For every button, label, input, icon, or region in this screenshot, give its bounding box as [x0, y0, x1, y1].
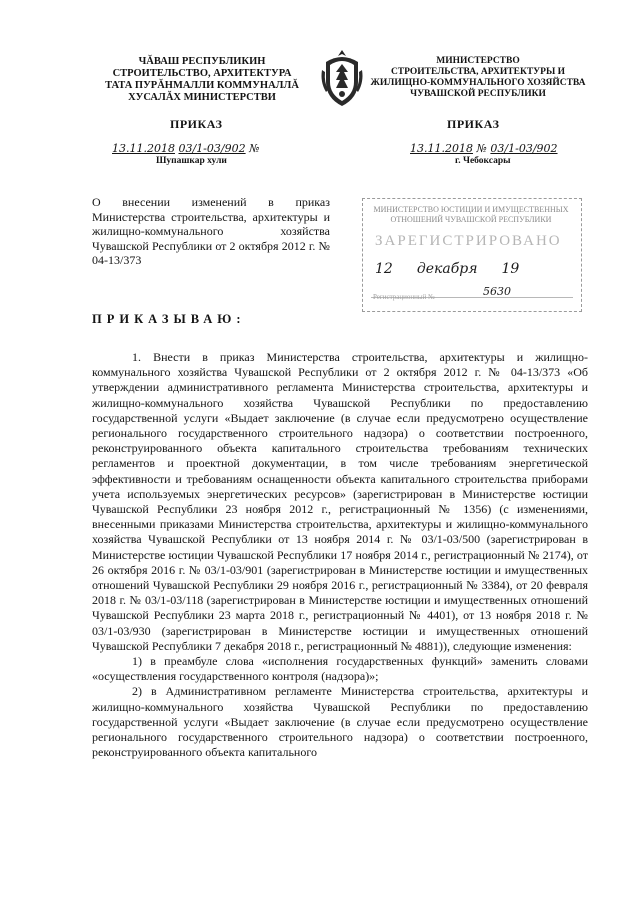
header-line: МИНИСТЕРСТВО — [436, 56, 520, 66]
order-number: 03/1-03/902 — [178, 142, 246, 155]
header-chuvash — [92, 56, 312, 104]
order-title-russian: ПРИКАЗ — [447, 117, 500, 131]
stamp-reg-number: 5630 — [483, 285, 511, 298]
order-date: 13.11.2018 — [410, 142, 473, 155]
stamp-reg-label: Регистрационный № — [373, 293, 435, 301]
stamp-year: 19 — [501, 261, 520, 277]
order-title-chuvash: ПРИКАЗ — [170, 117, 223, 131]
order-body — [92, 350, 588, 760]
stamp-header-line: ОТНОШЕНИЙ ЧУВАШСКОЙ РЕСПУБЛИКИ — [390, 215, 552, 224]
order-date-number-russian — [410, 142, 558, 155]
header-line: ЧĂВАШ РЕСПУБЛИКИН — [138, 56, 266, 67]
header-line: СТРОИТЕЛЬСТВО, АРХИТЕКТУРА — [112, 68, 292, 79]
header-russian — [368, 56, 588, 100]
chuvash-coat-of-arms-icon — [318, 48, 366, 110]
header-line: ЧУВАШСКОЙ РЕСПУБЛИКИ — [410, 89, 546, 99]
city-chuvash: Шупашкар хули — [156, 156, 227, 166]
body-paragraph: 2) в Административном регламенте Министерства строительства, архитектуры и жилищно-коммунального хозяйства Чувашской Республики по предоставлению государственной услуги «Выдает заключение (в случае если предусмотрено осуществление регионального государственного строительного надзора) о соответствии построенного, реконструированного объекта капитального — [92, 684, 588, 760]
order-date: 13.11.2018 — [112, 142, 175, 155]
stamp-date — [375, 261, 519, 277]
header-line: СТРОИТЕЛЬСТВА, АРХИТЕКТУРЫ И — [390, 67, 566, 77]
header-line: ЖИЛИЩНО-КОММУНАЛЬНОГО ХОЗЯЙСТВА — [370, 78, 586, 88]
number-sign: № — [476, 142, 487, 155]
body-paragraph: 1) в преамбуле слова «исполнения государственных функций» заменить словами «осуществления государственного контроля (надзора)»; — [92, 654, 588, 684]
order-directive: ПРИКАЗЫВАЮ: — [92, 312, 246, 326]
city-russian: г. Чебоксары — [455, 156, 511, 166]
body-paragraph: 1. Внести в приказ Министерства строительства, архитектуры и жилищно-коммунального хозяйства Чувашской Республики от 2 октября 2012 г. № 04-13/373 «Об утверждении административного регламента Министерства строительства, архитектуры и жилищно-коммунального хозяйства Чувашской Республики по предоставлению государственной услуги «Выдает заключение (в случае если предусмотрено осуществление регионального государственного строительного надзора) о соответствии построенного, реконструированного объекта капитального строительства требованиям технических регламентов и проектной документации, в том числе требованиям энергетической эффективности и требованиям оснащенности объекта капитального строительства приборами учета используемых энергетических ресурсов» (зарегистрирован в Министерстве юстиции Чувашской Республики 23 ноября 2012 г., регистрационный № 1356) (с изменениями, внесенными приказами Министерства строительства, архитектуры и жилищно-коммунального хозяйства Чувашской Республики от 13 ноября 2014 г. № 03/1-03/500 (зарегистрирован в Министерстве юстиции Чувашской Республики 17 ноября 2014 г., регистрационный № 2174), от 26 октября 2016 г. № 03/1-03/901 (зарегистрирован в Министерстве юстиции и имущественных отношений Чувашской Республики 29 ноября 2016 г., регистрационный № 3384), от 20 февраля 2018 г. № 03/1-03/118 (зарегистрирован в Министерстве юстиции и имущественных отношений Чувашской Республики 23 марта 2018 г., регистрационный № 4401), от 13 ноября 2018 г. № 03/1-03/930 (зарегистрирован в Министерстве юстиции и имущественных отношений Чувашской Республики 7 декабря 2018 г., регистрационный № 4881)), следующие изменения: — [92, 350, 588, 653]
number-sign: № — [249, 142, 260, 155]
order-number: 03/1-03/902 — [490, 142, 558, 155]
stamp-registered-label: ЗАРЕГИСТРИРОВАНО — [375, 233, 562, 249]
registration-stamp — [362, 198, 582, 312]
header-line: ХУСАЛĂХ МИНИСТЕРСТВИ — [128, 92, 276, 103]
stamp-day: 12 — [375, 261, 393, 277]
order-subject: О внесении изменений в приказ Министерства строительства, архитектуры и жилищно-коммунального хозяйства Чувашской Республики от 2 октября 2012 г. № 04-13/373 — [92, 195, 330, 267]
stamp-month: декабря — [416, 261, 478, 277]
header-line: ТАТА ПУРĂНМАЛЛИ КОММУНАЛЛĂ — [105, 80, 299, 91]
stamp-header-line: МИНИСТЕРСТВО ЮСТИЦИИ И ИМУЩЕСТВЕННЫХ — [373, 205, 569, 214]
order-date-number-chuvash — [112, 142, 260, 155]
stamp-header — [371, 205, 571, 225]
